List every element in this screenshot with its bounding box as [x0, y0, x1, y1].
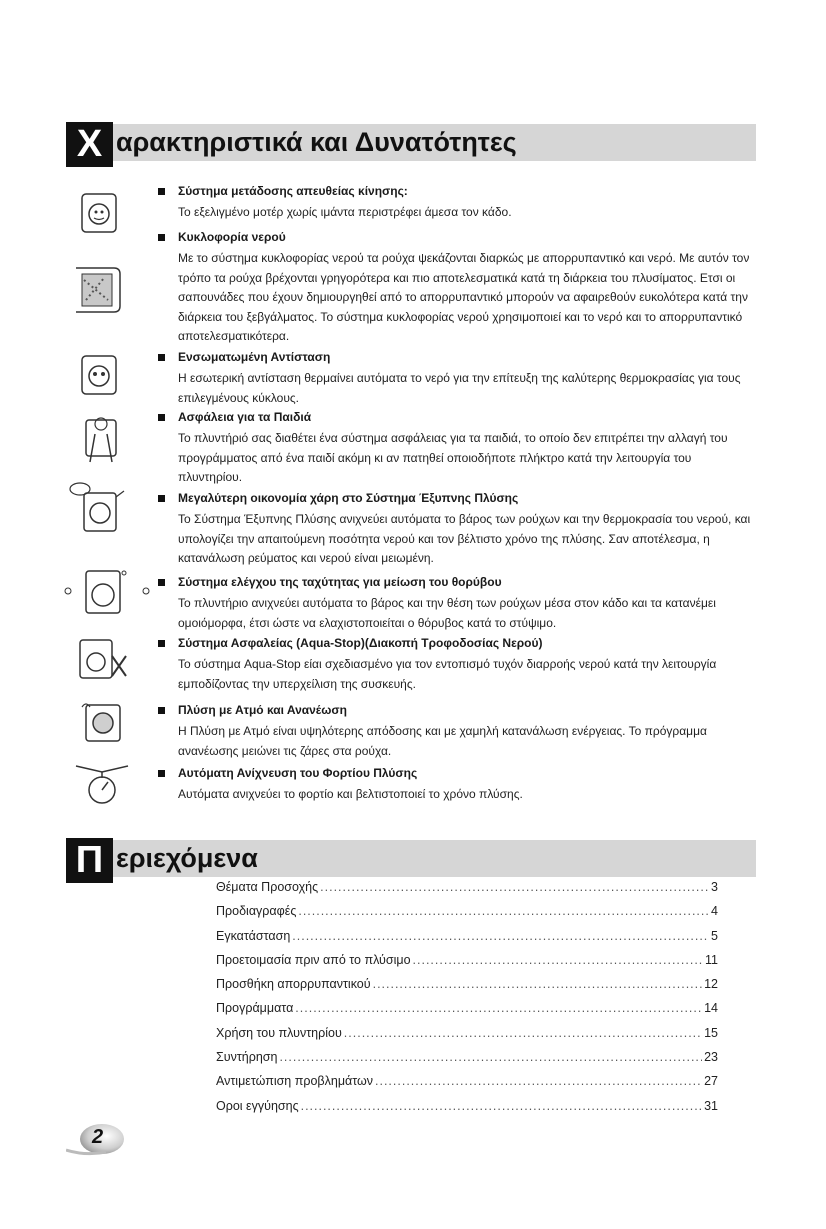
bullet: [158, 640, 165, 647]
toc-page-number: 15: [704, 1025, 718, 1040]
feature-description: Η εσωτερική αντίσταση θερμαίνει αυτόματα το νερό για την επίτευξη της καλύτερης θερμοκρασίας για τους επιλεγμένους κύκλους.: [178, 371, 741, 405]
heater-icon: [72, 352, 128, 400]
toc-label: Θέματα Προσοχής: [216, 880, 319, 894]
toc-entry[interactable]: [216, 977, 718, 1001]
aqua-stop-icon: [74, 636, 130, 684]
bullet: [158, 234, 165, 241]
feature-description: Η Πλύση με Ατμό είναι υψηλότερης απόδοσης και με χαμηλή κατανάλωση ενέργειας. Το πρόγραμμα ανανέωσης μειώνει τις ζάρες στα ρούχα.: [178, 724, 707, 758]
toc-label: Προγράμματα: [216, 1001, 294, 1016]
feature-description: Το σύστημα Aqua-Stop είαι σχεδιασμένο για τον εντοπισμό τυχόν διαρροής νερού κατά την λειτουργία εμποδίζοντας την υπερχείλιση της συσκευής.: [178, 657, 717, 691]
toc-page-number: 11: [705, 952, 718, 967]
water-circulation-icon: [68, 260, 128, 320]
feature-title: Σύστημα Ασφαλείας (Aqua-Stop)(Διακοπή Τροφοδοσίας Νερού): [178, 636, 543, 650]
toc-page-number: 12: [704, 977, 718, 992]
table-of-contents: [216, 880, 718, 1123]
toc-entry[interactable]: [216, 904, 718, 928]
toc-leader-dots: [344, 1026, 702, 1040]
toc-label: Προσθήκη απορρυπαντικού: [216, 977, 371, 992]
page-number: 2: [92, 1126, 104, 1148]
feature-title: Σύστημα ελέγχου της ταχύτητας για μείωση του θορύβου: [178, 575, 502, 589]
contents-initial-letter: Π: [66, 838, 113, 883]
toc-entry[interactable]: [216, 1050, 718, 1074]
noise-control-icon: [62, 563, 152, 619]
toc-leader-dots: [413, 953, 703, 967]
feature-description: Το πλυντήριο ανιχνεύει αυτόματα το βάρος και την θέση των ρούχων μέσα στον κάδο και τα κατανέμει ομοιόμορφα, έτσι ώστε να ελαχιστοποιείται ο θόρυβος κατά το στύψιμο.: [178, 596, 716, 630]
features-initial-letter: Χ: [66, 122, 113, 167]
feature-title: Ασφάλεια για τα Παιδιά: [178, 410, 312, 424]
toc-label: Αντιμετώπιση προβλημάτων: [216, 1074, 374, 1089]
toc-label: Χρήση του πλυντηρίου: [216, 1025, 342, 1040]
direct-drive-motor-icon: [72, 190, 128, 238]
toc-leader-dots: [373, 977, 703, 991]
contents-section-title: εριεχόμενα: [116, 843, 258, 873]
toc-leader-dots: [279, 1050, 702, 1064]
toc-label: Ορoι εγγύησης: [216, 1098, 299, 1113]
bullet: [158, 579, 165, 586]
feature-title: Αυτόματη Ανίχνευση του Φορτίου Πλύσης: [178, 766, 418, 780]
toc-leader-dots: [320, 880, 709, 894]
feature-title: Σύστημα μετάδοσης απευθείας κίνησης:: [178, 184, 408, 198]
features-section-title: αρακτηριστικά και Δυνατότητες: [116, 127, 517, 157]
feature-description: Το εξελιγμένο μοτέρ χωρίς ιμάντα περιστρέφει άμεσα τον κάδο.: [178, 205, 512, 219]
toc-page-number: 4: [711, 904, 718, 919]
toc-page-number: 5: [711, 928, 718, 943]
toc-entry[interactable]: [216, 1026, 718, 1050]
toc-entry[interactable]: [216, 1099, 718, 1123]
feature-description: Το πλυντήριό σας διαθέτει ένα σύστημα ασφάλειας για τα παιδιά, το οποίο δεν επιτρέπει την αλλαγή του προγράμματος από ένα παιδί ακόμη κι αν πατηθεί οποιοδήποτε πλήκτρο κατά την λειτουργία του πλυντηρίου.: [178, 431, 728, 485]
feature-title: Κυκλοφορία νερού: [178, 230, 286, 244]
toc-entry[interactable]: [216, 880, 718, 904]
features-section-header: [66, 123, 756, 165]
bullet: [158, 188, 165, 195]
steam-wash-icon: [76, 699, 132, 747]
feature-description: Το Σύστημα Έξυπνης Πλύσης ανιχνεύει αυτόματα το βάρος των ρούχων και την θερμοκρασία του νερού, και υπολογίζει την απαιτούμενη ποσότητα νερού και τον βέλτιστο χρόνο της πλύσης. Σαν αποτέλεσμα, η κατανάλωση ρεύματος και νερού είναι μειωμένη.: [178, 512, 751, 566]
toc-entry[interactable]: [216, 953, 718, 977]
toc-leader-dots: [295, 1001, 702, 1015]
toc-page-number: 23: [704, 1050, 718, 1065]
toc-entry[interactable]: [216, 929, 718, 953]
load-detection-scale-icon: [72, 760, 132, 808]
bullet: [158, 770, 165, 777]
toc-page-number: 27: [704, 1074, 718, 1089]
feature-title: Ενσωματωμένη Αντίσταση: [178, 350, 331, 364]
toc-page-number: 14: [704, 1001, 718, 1016]
toc-label: Προετοιμασία πριν από το πλύσιμο: [216, 952, 411, 967]
toc-label: Προδιαγραφές: [216, 904, 297, 919]
toc-page-number: 3: [711, 880, 718, 894]
feature-title: Μεγαλύτερη οικονομία χάρη στο Σύστημα Έξυπνης Πλύσης: [178, 491, 519, 505]
bullet: [158, 707, 165, 714]
smart-rinse-icon: [66, 479, 130, 535]
toc-leader-dots: [292, 929, 709, 943]
toc-entry[interactable]: [216, 1001, 718, 1025]
bullet: [158, 414, 165, 421]
toc-label: Εγκατάσταση: [216, 928, 291, 943]
feature-title: Πλύση με Ατμό και Ανανέωση: [178, 703, 347, 717]
bullet: [158, 495, 165, 502]
feature-description: Με το σύστημα κυκλοφορίας νερού τα ρούχα ψεκάζονται διαρκώς με απορρυπαντικό και νερό. Με αυτόν τον τρόπο τα ρούχα βρέχονται γρηγορότερα και πιο αποτελεσματικά κατά τη διάρκεια του πλυσίματος. Ετσι οι σαπουνάδες που έχουν δημιουργηθεί από το απορρυπαντικό μπορούν να αφαιρεθούν ευκολότερα κατά την διάρκεια του ξεβγάλματος. Το σύστημα κυκλοφορίας νερού χρησιμοποιεί και το νερό και το απορρυπαντικό αποτελεσματικότερα.: [178, 251, 750, 344]
toc-entry[interactable]: [216, 1074, 718, 1098]
toc-leader-dots: [375, 1074, 702, 1088]
child-lock-icon: [78, 414, 126, 472]
toc-label: Συντήρηση: [216, 1050, 278, 1065]
bullet: [158, 354, 165, 361]
toc-page-number: 31: [704, 1098, 718, 1113]
toc-leader-dots: [298, 904, 709, 918]
feature-description: Αυτόματα ανιχνεύει το φορτίο και βελτιστοποιεί το χρόνο πλύσης.: [178, 787, 523, 801]
contents-section-header: [66, 839, 756, 881]
toc-leader-dots: [301, 1099, 703, 1113]
